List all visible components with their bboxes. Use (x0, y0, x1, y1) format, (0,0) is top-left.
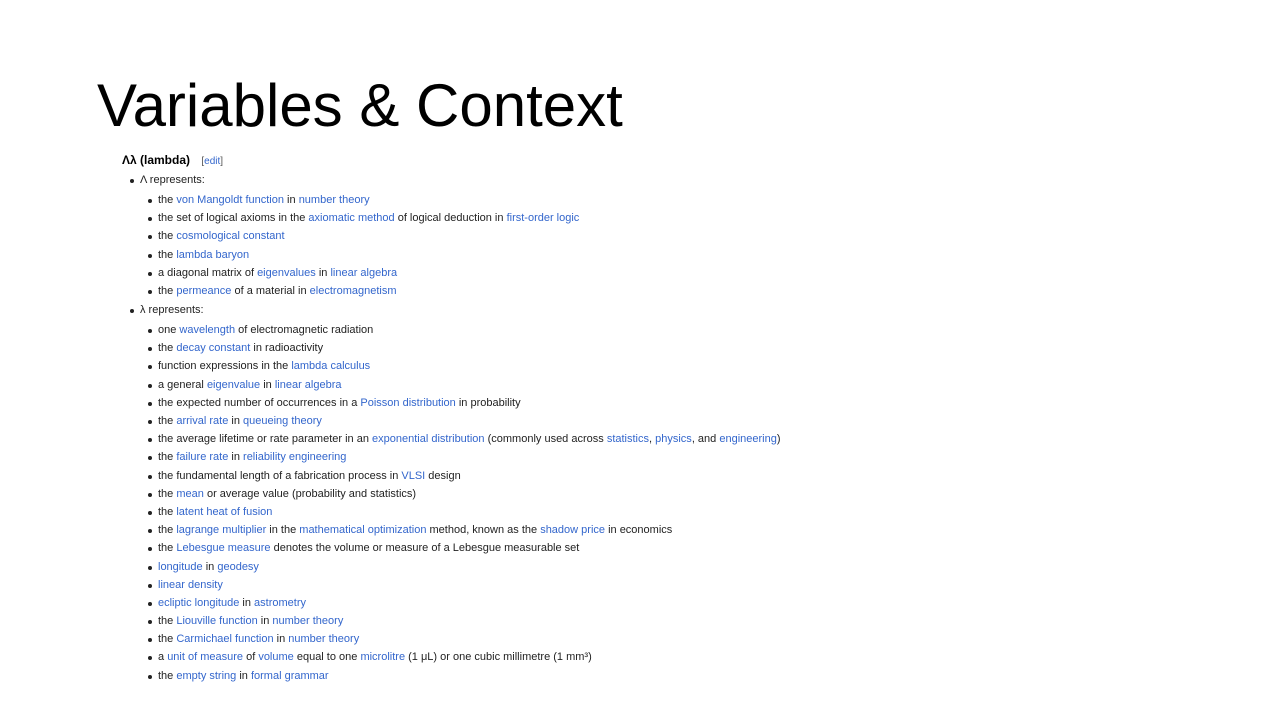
wiki-link[interactable]: linear algebra (274, 378, 342, 391)
wiki-link[interactable]: empty string (176, 669, 237, 682)
section-heading (122, 150, 781, 170)
group-label: λ represents: (122, 301, 781, 319)
section-heading-text: Λλ (lambda) (122, 153, 191, 167)
edit-bracket-open: [ (201, 156, 205, 167)
item-text: the (158, 415, 177, 428)
list-item (148, 264, 781, 282)
item-text: in (273, 633, 289, 646)
item-text: in probability (455, 396, 521, 409)
wiki-link[interactable]: VLSI (401, 469, 426, 482)
list-item (148, 282, 781, 300)
wiki-link[interactable]: unit of measure (167, 651, 244, 664)
item-text: ) (776, 433, 781, 446)
item-text: the (158, 487, 177, 500)
group-items-container (122, 321, 781, 685)
item-text: a general (158, 378, 207, 391)
wiki-link[interactable]: Liouville function (176, 615, 258, 628)
item-text: a (158, 651, 168, 664)
list-item (148, 430, 781, 448)
item-text: in (239, 596, 255, 609)
wiki-link[interactable]: astrometry (254, 596, 306, 609)
wiki-link[interactable]: number theory (288, 633, 360, 646)
list-item (148, 594, 781, 612)
list-item (148, 412, 781, 430)
wiki-link[interactable]: Lebesgue measure (176, 542, 271, 555)
item-text: in (257, 615, 273, 628)
list-item (148, 246, 781, 264)
wiki-link[interactable]: longitude (158, 560, 203, 573)
item-text: in (284, 193, 299, 206)
wiki-link[interactable]: latent heat of fusion (176, 505, 273, 518)
item-text: the (158, 451, 177, 464)
list-item (148, 357, 781, 375)
wiki-link[interactable]: wavelength (179, 324, 236, 337)
list-item (148, 448, 781, 466)
item-text: the (158, 342, 177, 355)
group-items-container (122, 191, 781, 300)
wiki-link[interactable]: geodesy (217, 560, 259, 573)
meaning-sublist (148, 321, 781, 685)
list-item (148, 558, 781, 576)
item-text: in (260, 378, 275, 391)
wiki-link[interactable]: failure rate (176, 451, 229, 464)
item-text: in economics (605, 524, 673, 537)
item-text: the (158, 524, 177, 537)
slide-title: Variables & Context (97, 72, 623, 139)
item-text: equal to one (293, 651, 361, 664)
wiki-link[interactable]: axiomatic method (308, 212, 395, 225)
list-item (148, 321, 781, 339)
item-text: the average lifetime or rate parameter in an (158, 433, 373, 446)
wiki-link[interactable]: number theory (272, 615, 344, 628)
item-text: in (315, 266, 331, 279)
item-text: the (158, 230, 177, 243)
wiki-link[interactable]: first-order logic (506, 212, 580, 225)
item-text: the (158, 633, 177, 646)
list-item (148, 191, 781, 209)
wiki-link[interactable]: Carmichael function (176, 633, 274, 646)
wiki-link[interactable]: arrival rate (176, 415, 229, 428)
list-item (148, 485, 781, 503)
item-text: of (243, 651, 259, 664)
list-item (148, 576, 781, 594)
item-text: of logical deduction in (394, 212, 507, 225)
list-item (148, 467, 781, 485)
meaning-list (122, 171, 781, 685)
item-text: in the (266, 524, 300, 537)
item-text: the (158, 284, 177, 297)
wiki-link[interactable]: reliability engineering (243, 451, 347, 464)
item-text: , and (691, 433, 720, 446)
wiki-link[interactable]: electromagnetism (309, 284, 397, 297)
wiki-screenshot (122, 150, 781, 685)
item-text: the fundamental length of a fabrication process in (158, 469, 402, 482)
list-item (148, 376, 781, 394)
item-text: design (425, 469, 461, 482)
item-text: , (649, 433, 656, 446)
item-text: in (202, 560, 218, 573)
item-text: in radioactivity (250, 342, 324, 355)
item-text: a diagonal matrix of (158, 266, 258, 279)
item-text: function expressions in the (158, 360, 292, 373)
item-text: or average value (probability and statistics) (203, 487, 417, 500)
wiki-link[interactable]: shadow price (540, 524, 606, 537)
list-item (148, 648, 781, 666)
wiki-link[interactable]: physics (655, 433, 692, 446)
list-item (148, 394, 781, 412)
edit-link-label[interactable]: edit (204, 156, 221, 167)
wiki-link[interactable]: lagrange multiplier (176, 524, 267, 537)
list-item (148, 227, 781, 245)
wiki-link[interactable]: lambda baryon (176, 248, 250, 261)
wiki-link[interactable]: ecliptic longitude (158, 596, 240, 609)
item-text: the (158, 669, 177, 682)
wiki-link[interactable]: formal grammar (250, 669, 329, 682)
item-text: denotes the volume or measure of a Lebesgue measurable set (270, 542, 580, 555)
group-label: Λ represents: (122, 171, 781, 189)
item-text: in (236, 669, 251, 682)
list-item (148, 503, 781, 521)
wiki-link[interactable]: statistics (606, 433, 649, 446)
list-item (148, 539, 781, 557)
wiki-link[interactable]: mathematical optimization (299, 524, 427, 537)
item-text: one (158, 324, 180, 337)
wiki-link[interactable]: mean (176, 487, 204, 500)
wiki-link[interactable]: eigenvalues (257, 266, 316, 279)
wiki-link[interactable]: queueing theory (243, 415, 322, 428)
item-text: in (228, 451, 244, 464)
list-item (148, 612, 781, 630)
wiki-link[interactable]: decay constant (176, 342, 251, 355)
item-text: method, known as the (426, 524, 541, 537)
item-text: the expected number of occurrences in a (158, 396, 361, 409)
list-item (148, 667, 781, 685)
item-text: the set of logical axioms in the (158, 212, 309, 225)
wiki-link[interactable]: number theory (298, 193, 370, 206)
list-item (148, 209, 781, 227)
item-text: the (158, 248, 177, 261)
wiki-link[interactable]: lambda calculus (291, 360, 371, 373)
wiki-link[interactable]: engineering (719, 433, 777, 446)
item-text: the (158, 505, 177, 518)
wiki-link[interactable]: cosmological constant (176, 230, 285, 243)
wiki-link[interactable]: exponential distribution (372, 433, 485, 446)
item-text: the (158, 542, 177, 555)
item-text: in (228, 415, 244, 428)
item-text: (1 μL) or one cubic millimetre (1 mm³) (405, 651, 592, 664)
list-item (148, 521, 781, 539)
wiki-link[interactable]: permeance (176, 284, 232, 297)
item-text: the (158, 615, 177, 628)
wiki-link[interactable]: volume (258, 651, 294, 664)
edit-bracket-close: ] (220, 156, 224, 167)
list-item (148, 630, 781, 648)
item-text: the (158, 193, 177, 206)
item-text: of a material in (231, 284, 310, 297)
wiki-link[interactable]: linear density (158, 578, 223, 591)
wiki-link[interactable]: linear algebra (330, 266, 398, 279)
edit-section-link[interactable] (201, 156, 223, 167)
wiki-link[interactable]: Poisson distribution (360, 396, 456, 409)
item-text: (commonly used across (484, 433, 607, 446)
wiki-link[interactable]: microlitre (360, 651, 406, 664)
list-item (148, 339, 781, 357)
item-text: of electromagnetic radiation (235, 324, 374, 337)
wiki-link[interactable]: von Mangoldt function (176, 193, 284, 206)
wiki-link[interactable]: eigenvalue (206, 378, 261, 391)
meaning-sublist (148, 191, 781, 300)
